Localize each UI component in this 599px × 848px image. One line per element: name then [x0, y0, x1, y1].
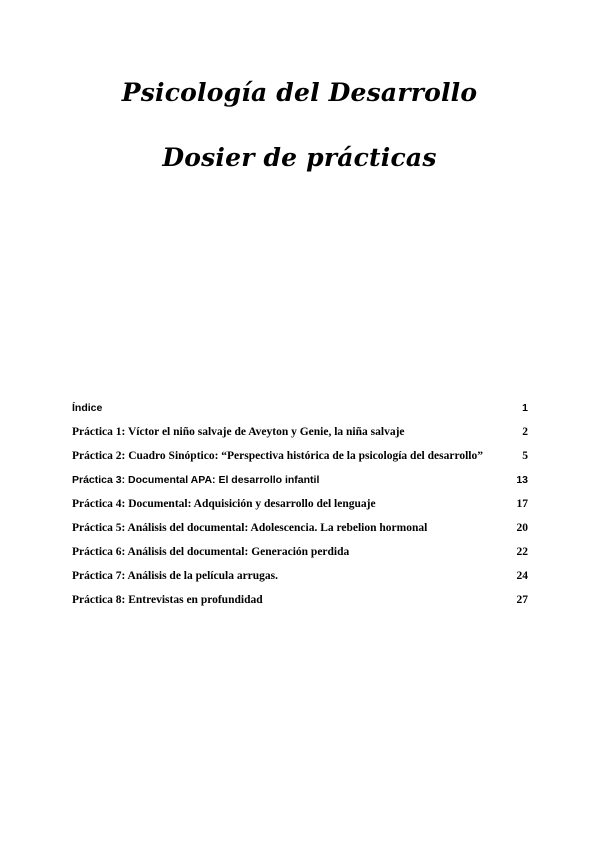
toc-entry-index[interactable] [72, 396, 528, 420]
toc-entry-practica-6[interactable] [72, 540, 528, 564]
toc-entry-practica-8[interactable] [72, 588, 528, 612]
toc-entry-page: 1 [522, 402, 528, 414]
toc-entry-title: Práctica 2: Cuadro Sinóptico: “Perspectiva histórica de la psicología del desarrollo” [72, 450, 483, 462]
toc-entry-page: 20 [516, 522, 528, 534]
toc-entry-page: 17 [516, 498, 528, 510]
toc-entry-title: Práctica 1: Víctor el niño salvaje de Aveyton y Genie, la niña salvaje [72, 426, 405, 438]
toc-entry-page: 13 [516, 474, 528, 486]
toc-entry-title: Práctica 8: Entrevistas en profundidad [72, 594, 263, 606]
toc-entry-page: 22 [516, 546, 528, 558]
toc-entry-practica-5[interactable] [72, 516, 528, 540]
toc-entry-practica-2[interactable] [72, 444, 528, 468]
toc-entry-title: Práctica 6: Análisis del documental: Generación perdida [72, 546, 350, 558]
toc-entry-page: 24 [516, 570, 528, 582]
toc-entry-page: 2 [522, 426, 528, 438]
document-title: Psicología del Desarrollo [121, 78, 478, 107]
toc-entry-title: Práctica 3: Documental APA: El desarrollo infantil [72, 474, 320, 486]
toc-entry-practica-1[interactable] [72, 420, 528, 444]
toc-entry-page: 27 [516, 594, 528, 606]
document-subtitle: Dosier de prácticas [162, 143, 437, 172]
toc-entry-page: 5 [522, 450, 528, 462]
toc-entry-practica-4[interactable] [72, 492, 528, 516]
toc-entry-title: Práctica 4: Documental: Adquisición y desarrollo del lenguaje [72, 498, 376, 510]
toc-entry-title: Índice [72, 402, 103, 414]
toc-entry-practica-3[interactable] [72, 468, 528, 492]
table-of-contents [72, 396, 528, 612]
toc-entry-practica-7[interactable] [72, 564, 528, 588]
toc-entry-title: Práctica 5: Análisis del documental: Adolescencia. La rebelion hormonal [72, 522, 428, 534]
toc-entry-title: Práctica 7: Análisis de la película arrugas. [72, 570, 279, 582]
